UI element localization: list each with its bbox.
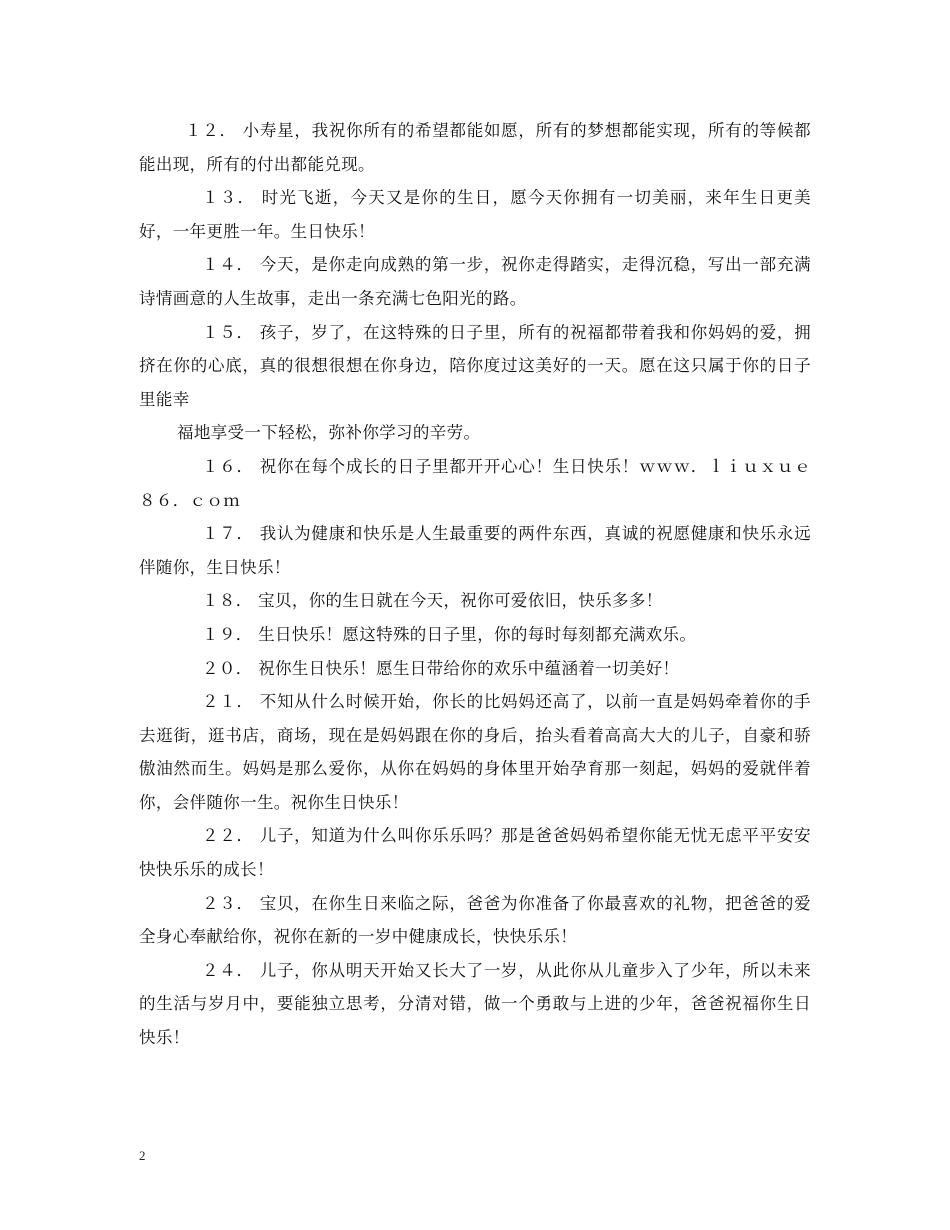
paragraph-15: １５． 孩子，岁了，在这特殊的日子里，所有的祝福都带着我和你妈妈的爱，拥挤在你的心底，真的很想很想在你身边，陪你度过这美好的一天。愿在这只属于你的日子里能幸 (139, 322, 811, 409)
page-number: 2 (139, 1148, 146, 1163)
document-body (139, 114, 811, 1055)
paragraph-22: ２２． 儿子，知道为什么叫你乐乐吗？那是爸爸妈妈希望你能无忧无虑平平安安快快乐乐的成长！ (139, 826, 811, 880)
paragraph-19: １９． 生日快乐！愿这特殊的日子里，你的每时每刻都充满欢乐。 (202, 624, 697, 644)
paragraph-13: １３． 时光飞逝，今天又是你的生日，愿今天你拥有一切美丽，来年生日更美好，一年更胜一年。生日快乐！ (139, 188, 811, 241)
paragraph-24: ２４． 儿子，你从明天开始又长大了一岁，从此你从儿童步入了少年，所以未来的生活与岁月中，要能独立思考，分清对错，做一个勇敢与上进的少年，爸爸祝福你生日快乐！ (139, 960, 811, 1048)
paragraph-21: ２１． 不知从什么时候开始，你长的比妈妈还高了，以前一直是妈妈牵着你的手去逛街，逛书店，商场，现在是妈妈跟在你的身后，抬头看着高高大大的儿子，自豪和骄傲油然而生。妈妈是那么爱你，从你在妈妈的身体里开始孕育那一刻起，妈妈的爱就伴着你，会伴随你一生。祝你生日快乐！ (139, 692, 811, 812)
paragraph-18: １８． 宝贝，你的生日就在今天，祝你可爱依旧，快乐多多！ (202, 591, 663, 611)
paragraph-12: １２． 小寿星，我祝你所有的希望都能如愿，所有的梦想都能实现，所有的等候都能出现，所有的付出都能兑现。 (139, 121, 811, 174)
paragraph-15-continued: 福地享受一下轻松，弥补你学习的辛劳。 (177, 423, 481, 443)
paragraph-16: １６． 祝你在每个成长的日子里都开开心心！生日快乐！ｗｗｗ．ｌｉｕｘｕｅ８６．ｃｏｍ (139, 456, 811, 510)
paragraph-17: １７． 我认为健康和快乐是人生最重要的两件东西，真诚的祝愿健康和快乐永远伴随你，生日快乐！ (139, 524, 811, 577)
paragraph-14: １４． 今天，是你走向成熟的第一步，祝你走得踏实，走得沉稳，写出一部充满诗情画意的人生故事，走出一条充满七色阳光的路。 (139, 255, 811, 308)
paragraph-23: ２３． 宝贝，在你生日来临之际，爸爸为你准备了你最喜欢的礼物，把爸爸的爱全身心奉献给你，祝你在新的一岁中健康成长，快快乐乐！ (139, 893, 811, 947)
paragraph-20: ２０． 祝你生日快乐！愿生日带给你的欢乐中蕴涵着一切美好！ (202, 658, 680, 678)
